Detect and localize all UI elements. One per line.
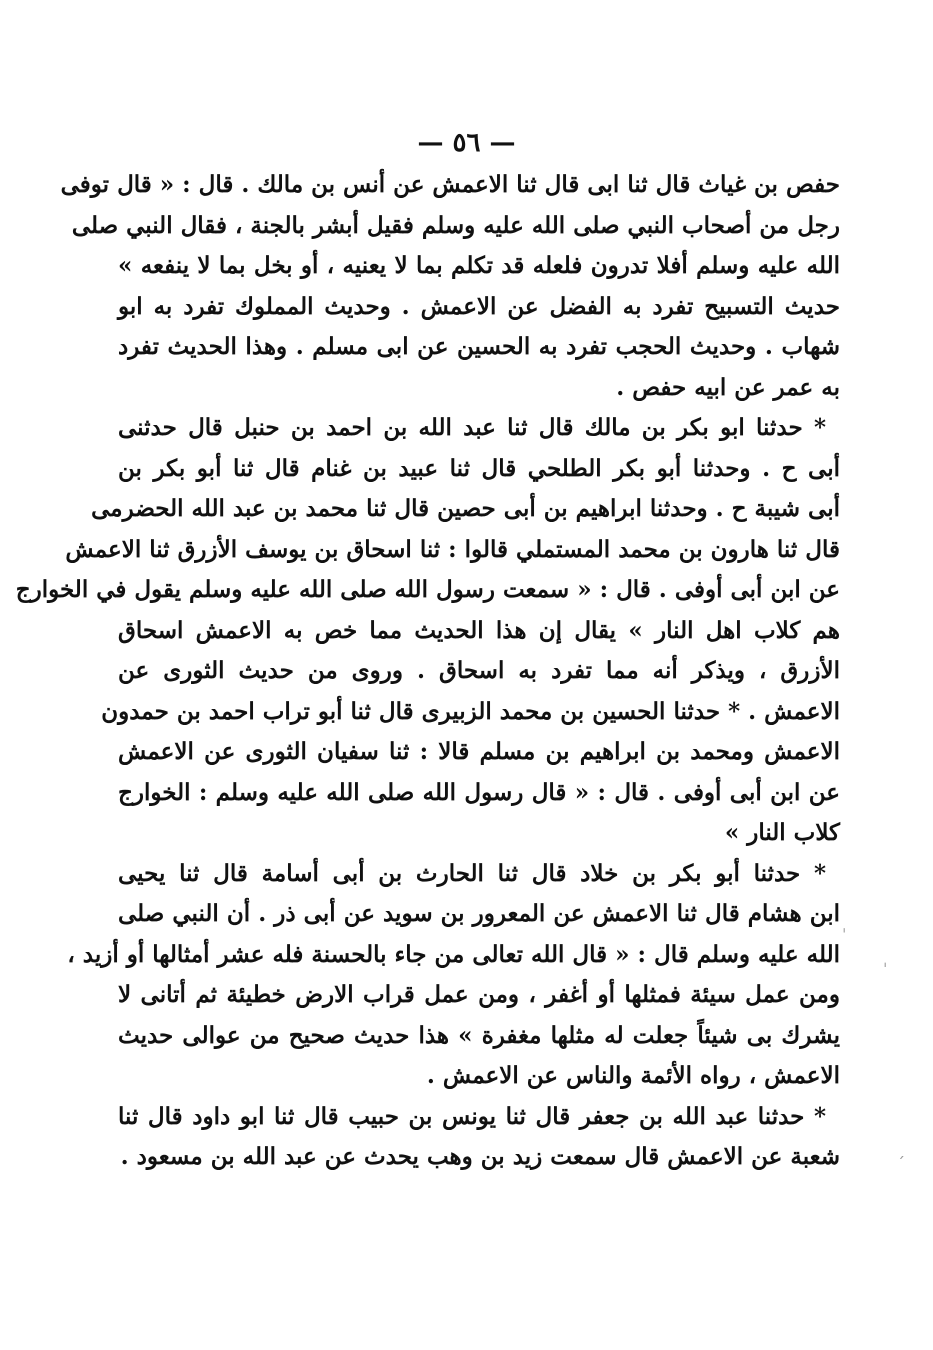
arabic-text-body [15,165,840,1178]
text-line: هم كلاب اهل النار » يقال إن هذا الحديث مما خص به الاعمش اسحاق [118,616,840,644]
page-number: — ٥٦ — [417,128,516,158]
text-line: أبى ح . وحدثنا أبو بكر الطلحي قال ثنا عبيد بن غنام قال ثنا أبو بكر بن [118,454,840,482]
text-line: الأزرق ، ويذكر أنه مما تفرد به اسحاق . وروى من حديث الثورى عن [118,657,840,684]
text-line: رجل من أصحاب النبي صلى الله عليه وسلم فقيل أبشر بالجنة ، فقال النبي صلى [71,211,840,239]
text-line: الله عليه وسلم قال : « قال الله تعالى من جاء بالحسنة فله عشر أمثالها أو أزيد ، [67,940,840,968]
text-line: * حدثنا عبد الله بن جعفر قال ثنا يونس بن حبيب قال ثنا ابو داود قال ثنا [118,1102,826,1130]
text-line: الله عليه وسلم أفلا تدرون فلعله قد تكلم بما لا يعنيه ، أو بخل بما لا ينفعه » [118,252,840,279]
text-line: كلاب النار » [724,819,840,846]
text-line: حفص بن غياث قال ثنا ابى قال ثنا الاعمش عن أنس بن مالك . قال : « قال توفى [60,171,840,198]
text-line: عن ابن أبى أوفى . قال : « سمعت رسول الله صلى الله عليه وسلم يقول في الخوارج [15,576,840,603]
text-line: به عمر عن ابيه حفص . [616,373,840,401]
text-line: أبى شيبة ح . وحدثنا ابراهيم بن أبى حصين قال ثنا محمد بن عبد الله الحضرمى [91,495,840,522]
text-line: شعبة عن الاعمش قال سمعت زيد بن وهب يحدث عن عبد الله بن مسعود . [120,1143,840,1170]
scan-speck-mark: ˌ [842,915,847,934]
text-line: قال ثنا هارون بن محمد المستملي قالوا : ثنا اسحاق بن يوسف الأزرق ثنا الاعمش [65,535,840,563]
scan-speck-mark: ˈ [883,960,888,979]
text-line: ابن هشام قال ثنا الاعمش عن المعرور بن سويد عن أبى ذر . أن النبي صلى [118,900,840,927]
text-line: ومن عمل سيئة فمثلها أو أغفر ، ومن عمل قراب الارض خطيئة ثم أتانى لا [118,981,840,1008]
text-line: الاعمش ومحمد بن ابراهيم بن مسلم قالا : ثنا سفيان الثورى عن الاعمش [118,738,840,765]
scan-speck-mark: ˏ [897,1140,905,1159]
text-line: * حدثنا ابو بكر بن مالك قال ثنا عبد الله بن احمد بن حنبل قال حدثنى [118,414,826,441]
text-line: عن ابن أبى أوفى . قال : « قال رسول الله صلى الله عليه وسلم : الخوارج [118,778,840,806]
text-line: الاعمش ، رواه الأئمة والناس عن الاعمش . [426,1062,840,1089]
text-line: يشرك بى شيئاً جعلت له مثلها مغفرة » هذا حديث صحيح من عوالى حديث [118,1021,840,1049]
text-line: * حدثنا أبو بكر بن خلاد قال ثنا الحارث بن أبى أسامة قال ثنا يحيى [118,859,826,887]
text-line: شهاب . وحديث الحجب تفرد به الحسين عن ابى مسلم . وهذا الحديث تفرد [118,333,840,360]
text-line: حديث التسبيح تفرد به الفضل عن الاعمش . وحديث المملوك تفرد به ابو [118,292,840,320]
text-line: الاعمش . * حدثنا الحسين بن محمد الزبيرى قال ثنا أبو تراب احمد بن حمدون [101,697,840,725]
